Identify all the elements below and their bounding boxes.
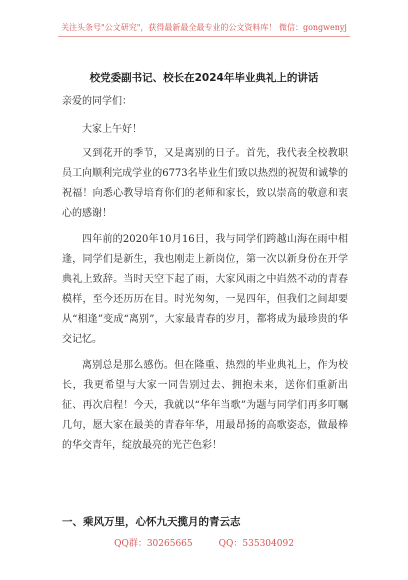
greeting: 大家上午好！: [82, 124, 142, 135]
footer-contact: [0, 536, 408, 549]
qq-group-label: QQ群：30265665: [114, 539, 193, 549]
header-divider: [58, 36, 350, 37]
salutation: 亲爱的同学们：: [62, 96, 132, 107]
paragraph: 离别总是那么感伤。但在隆重、热烈的毕业典礼上，作为校长，我更希望与大家一同告别过去、拥抱未来，送你们重新出征、再次启程！今天，我就以“华年当歌”为题与同学们再多叮嘱几句，愿大家在最美的青春年华，用最昂扬的高歌姿态，做最棒的华交青年，绽放最亮的光芒色彩！: [62, 360, 348, 451]
section-heading: 一、乘风万里，心怀九天揽月的青云志: [62, 516, 241, 528]
paragraph: 四年前的2020年10月16日，我与同学们跨越山海在雨中相逢，同学们是新生，我也刚走上新岗位，第一次以新身份在开学典礼上致辞。当时天空下起了雨，大家风雨之中岿然不动的青春模样，至今还历历在目。时光匆匆，一晃四年，但我们之间却要从“相逢”变成“离别”，大家最青春的岁月，都将成为最珍贵的华交记忆。: [62, 234, 348, 345]
document-body: [62, 92, 348, 456]
paragraph: 又到花开的季节，又是离别的日子。首先，我代表全校教职员工向顺利完成学业的6773名毕业生们致以热烈的祝贺和诚挚的祝福！向悉心教导培育你们的老师和家长，致以崇高的敬意和衷心的感谢！: [62, 148, 348, 219]
qq-label: QQ：535304092: [218, 539, 294, 549]
document-title: 校党委副书记、校长在2024年毕业典礼上的讲话: [89, 72, 319, 84]
header-banner: 关注头条号"公文研究"，获得最新最全最专业的公文资料库！ 微信：gongwenyj: [61, 23, 347, 32]
